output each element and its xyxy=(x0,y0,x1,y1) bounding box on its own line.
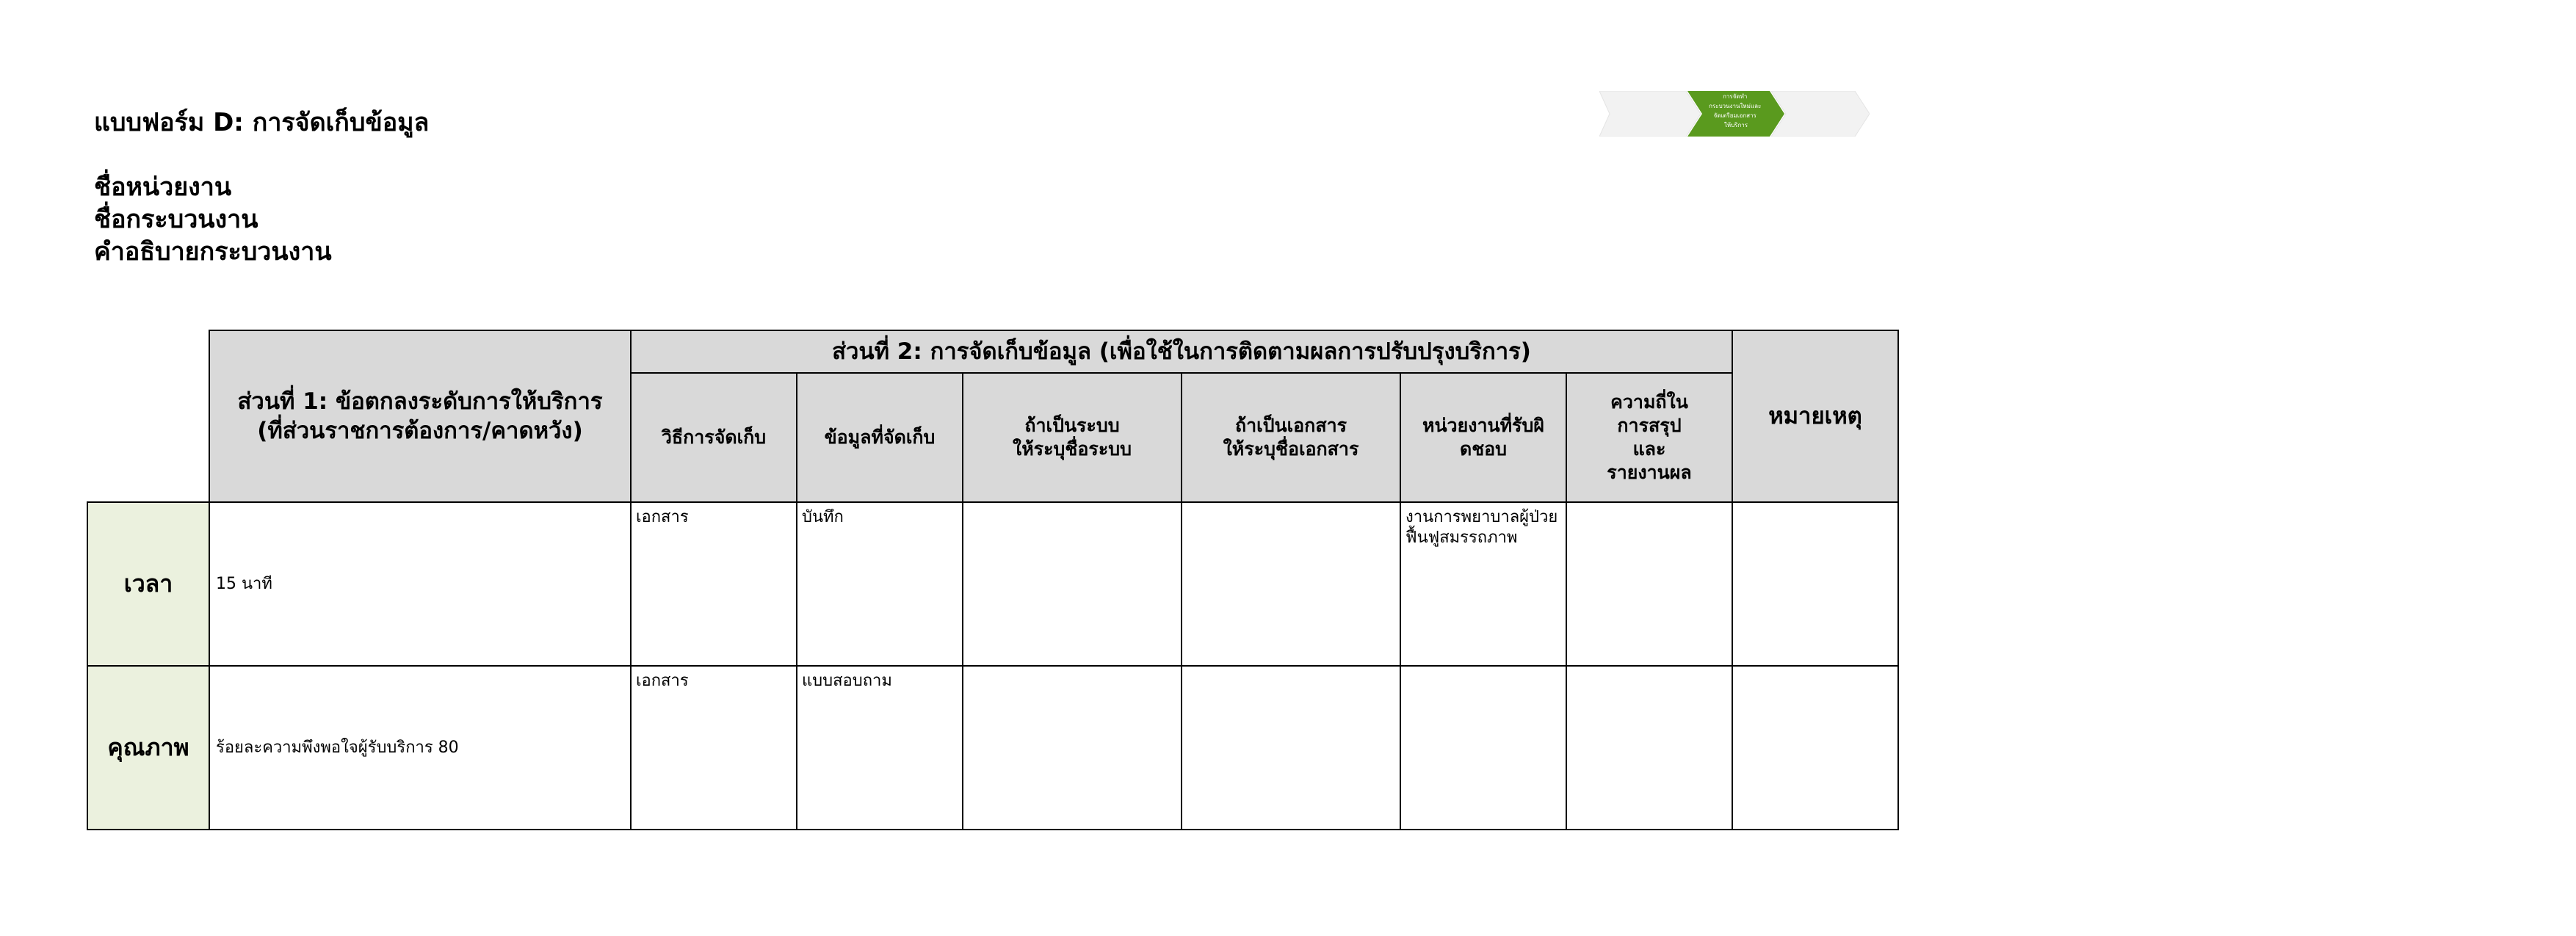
table-row xyxy=(87,502,1898,666)
method-cell: เอกสาร xyxy=(631,666,797,830)
document-cell xyxy=(1182,502,1400,666)
frequency-cell xyxy=(1566,502,1732,666)
collection-method-header: วิธีการจัดเก็บ xyxy=(631,373,797,502)
remarks-cell xyxy=(1732,666,1898,830)
frequency-cell xyxy=(1566,666,1732,830)
data-cell: แบบสอบถาม xyxy=(797,666,963,830)
document-cell xyxy=(1182,666,1400,830)
agreement-cell: 15 นาที xyxy=(209,502,631,666)
system-cell xyxy=(963,502,1182,666)
report-frequency-header: ความถี่ใน การสรุป และ รายงานผล xyxy=(1566,373,1732,502)
part1-header: ส่วนที่ 1: ข้อตกลงระดับการให้บริการ (ที่ส่วนราชการต้องการ/คาดหวัง) xyxy=(209,330,631,502)
step-previous-chevron xyxy=(1599,91,1701,137)
system-cell xyxy=(963,666,1182,830)
field-labels xyxy=(94,171,429,268)
responsible-cell xyxy=(1400,666,1566,830)
form-title: แบบฟอร์ม D: การจัดเก็บข้อมูล xyxy=(94,108,430,137)
collected-data-header: ข้อมูลที่จัดเก็บ xyxy=(797,373,963,502)
remarks-header: หมายเหตุ xyxy=(1732,330,1898,502)
process-name-label: ชื่อกระบวนงาน xyxy=(94,205,258,234)
step-next-chevron xyxy=(1771,91,1870,137)
responsible-cell: งานการพยาบาลผู้ป่วย ฟื้นฟูสมรรถภาพ xyxy=(1400,502,1566,666)
process-description-label: คำอธิบายกระบวนงาน xyxy=(94,237,332,266)
responsible-unit-header: หน่วยงานที่รับผิ ดชอบ xyxy=(1400,373,1566,502)
table-corner xyxy=(87,330,209,502)
step-current-label: การจัดทำ กระบวนงานใหม่และ จัดเตรียมเอกสาร ให้บริการ xyxy=(1709,93,1762,128)
remarks-cell xyxy=(1732,502,1898,666)
agreement-cell: ร้อยละความพึงพอใจผู้รับบริการ 80 xyxy=(209,666,631,830)
method-cell: เอกสาร xyxy=(631,502,797,666)
agency-name-label: ชื่อหน่วยงาน xyxy=(94,173,232,202)
data-cell: บันทึก xyxy=(797,502,963,666)
data-collection-table xyxy=(87,330,1899,830)
row-label-quality: คุณภาพ xyxy=(87,666,209,830)
part2-header: ส่วนที่ 2: การจัดเก็บข้อมูล (เพื่อใช้ในการติดตามผลการปรับปรุงบริการ) xyxy=(631,330,1732,373)
table-row xyxy=(87,666,1898,830)
form-header xyxy=(94,106,429,268)
process-steps-diagram xyxy=(1599,91,1870,137)
row-label-time: เวลา xyxy=(87,502,209,666)
system-name-header: ถ้าเป็นระบบ ให้ระบุชื่อระบบ xyxy=(963,373,1182,502)
document-name-header: ถ้าเป็นเอกสาร ให้ระบุชื่อเอกสาร xyxy=(1182,373,1400,502)
